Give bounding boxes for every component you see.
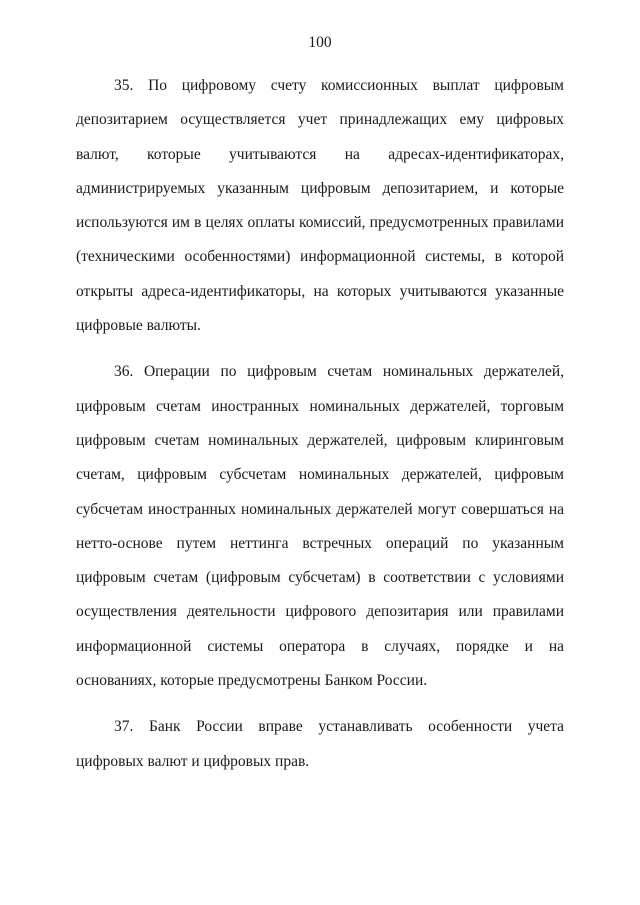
- paragraph-37: 37. Банк России вправе устанавливать особенности учета цифровых валют и цифровых прав.: [76, 718, 564, 770]
- page-number: 100: [308, 34, 332, 51]
- paragraph-35: 35. По цифровому счету комиссионных выплат цифровым депозитарием осуществляется учет принадлежащих ему цифровых валют, которые учитываются на адресах-идентификаторах, администрируемых указанным цифровым депозитарием, и которые используются им в целях оплаты комиссий, предусмотренных правилами (техническими особенностями) информационной системы, в которой открыты адреса-идентификаторы, на которых учитываются указанные цифровые валюты.: [76, 77, 564, 335]
- document-body: [76, 69, 564, 791]
- paragraph-36: 36. Операции по цифровым счетам номинальных держателей, цифровым счетам иностранных номинальных держателей, торговым цифровым счетам номинальных держателей, цифровым клиринговым счетам, цифровым субсчетам номинальных держателей, цифровым субсчетам иностранных номинальных держателей могут совершаться на нетто-основе путем неттинга встречных операций по указанным цифровым счетам (цифровым субсчетам) в соответствии с условиями осуществления деятельности цифрового депозитария или правилами информационной системы оператора в случаях, порядке и на основаниях, которые предусмотрены Банком России.: [76, 363, 564, 690]
